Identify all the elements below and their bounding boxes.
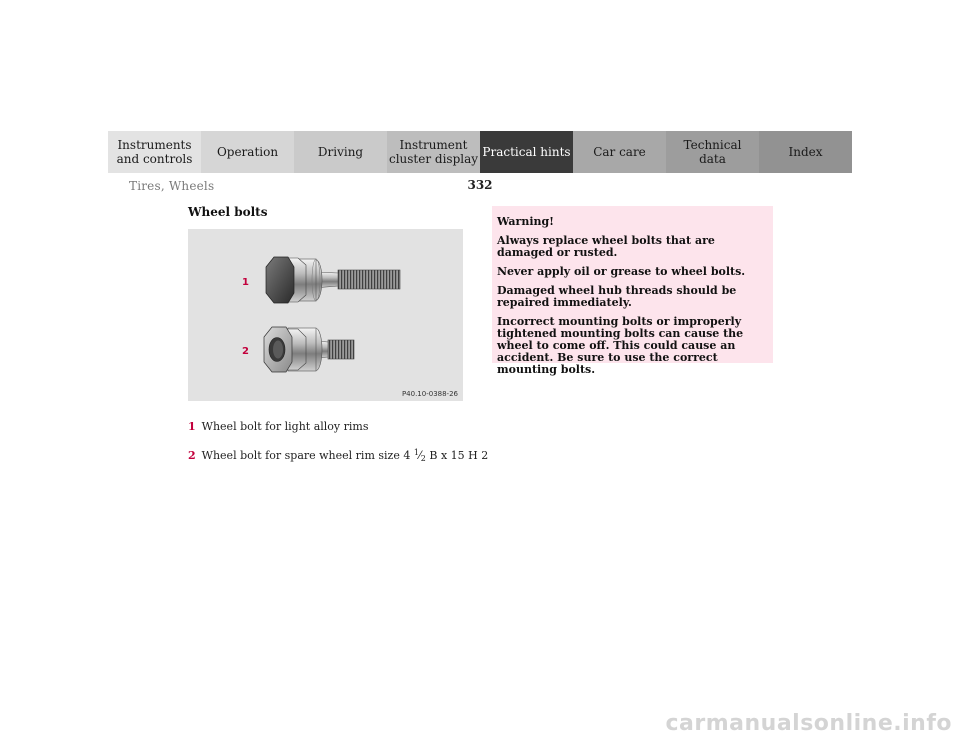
- legend-text-suffix: B x 15 H 2: [425, 449, 489, 462]
- page-heading: Wheel bolts: [188, 205, 268, 219]
- warning-paragraph: Damaged wheel hub threads should be repaired immediately.: [497, 284, 737, 309]
- chapter-nav: [108, 131, 852, 173]
- fraction-numerator: 1: [413, 448, 419, 457]
- tab-car-care[interactable]: Car care: [573, 131, 666, 173]
- wheel-bolt-1: [266, 257, 400, 303]
- warning-box: [492, 206, 773, 376]
- figure-reference: P40.10-0388-26: [401, 390, 458, 398]
- warning-paragraph: Never apply oil or grease to wheel bolts.: [497, 265, 746, 278]
- section-title: Tires, Wheels: [129, 179, 215, 193]
- wheel-bolts-illustration: [188, 229, 463, 401]
- fraction-denominator: 2: [420, 454, 426, 463]
- tab-technical-data[interactable]: Technical data: [666, 131, 759, 173]
- page-number: 332: [467, 178, 493, 192]
- legend-text: Wheel bolt for light alloy rims: [201, 420, 369, 433]
- callout-1: 1: [242, 277, 249, 288]
- tab-instruments-and-controls[interactable]: Instruments and controls: [108, 131, 201, 173]
- callout-2: 2: [242, 346, 249, 357]
- legend-text: Wheel bolt for spare wheel rim size 4: [201, 449, 414, 462]
- figure-legend: [188, 420, 488, 478]
- tab-operation[interactable]: Operation: [201, 131, 294, 173]
- tab-index[interactable]: Index: [759, 131, 852, 173]
- wheel-bolt-2: [264, 327, 354, 372]
- tab-driving[interactable]: Driving: [294, 131, 387, 173]
- site-watermark: carmanualsonline.info: [665, 711, 952, 736]
- wheel-bolts-figure: [188, 229, 463, 401]
- legend-number: 2: [188, 449, 196, 462]
- legend-item-2: 2 Wheel bolt for spare wheel rim size 4 $^1⁄_2$ B x 15 H 2: [188, 448, 489, 463]
- tab-practical-hints[interactable]: Practical hints: [480, 131, 573, 173]
- warning-paragraph: Incorrect mounting bolts or improperly tightened mounting bolts can cause the wheel to come off. This could cause an accident. Be sure to use the correct mounting bolts.: [497, 315, 744, 376]
- warning-title: Warning!: [497, 215, 555, 228]
- tab-instrument-cluster-display[interactable]: Instrument cluster display: [387, 131, 480, 173]
- legend-item-1: [188, 420, 488, 434]
- legend-number: 1: [188, 420, 196, 433]
- warning-paragraph: Always replace wheel bolts that are damaged or rusted.: [497, 234, 715, 259]
